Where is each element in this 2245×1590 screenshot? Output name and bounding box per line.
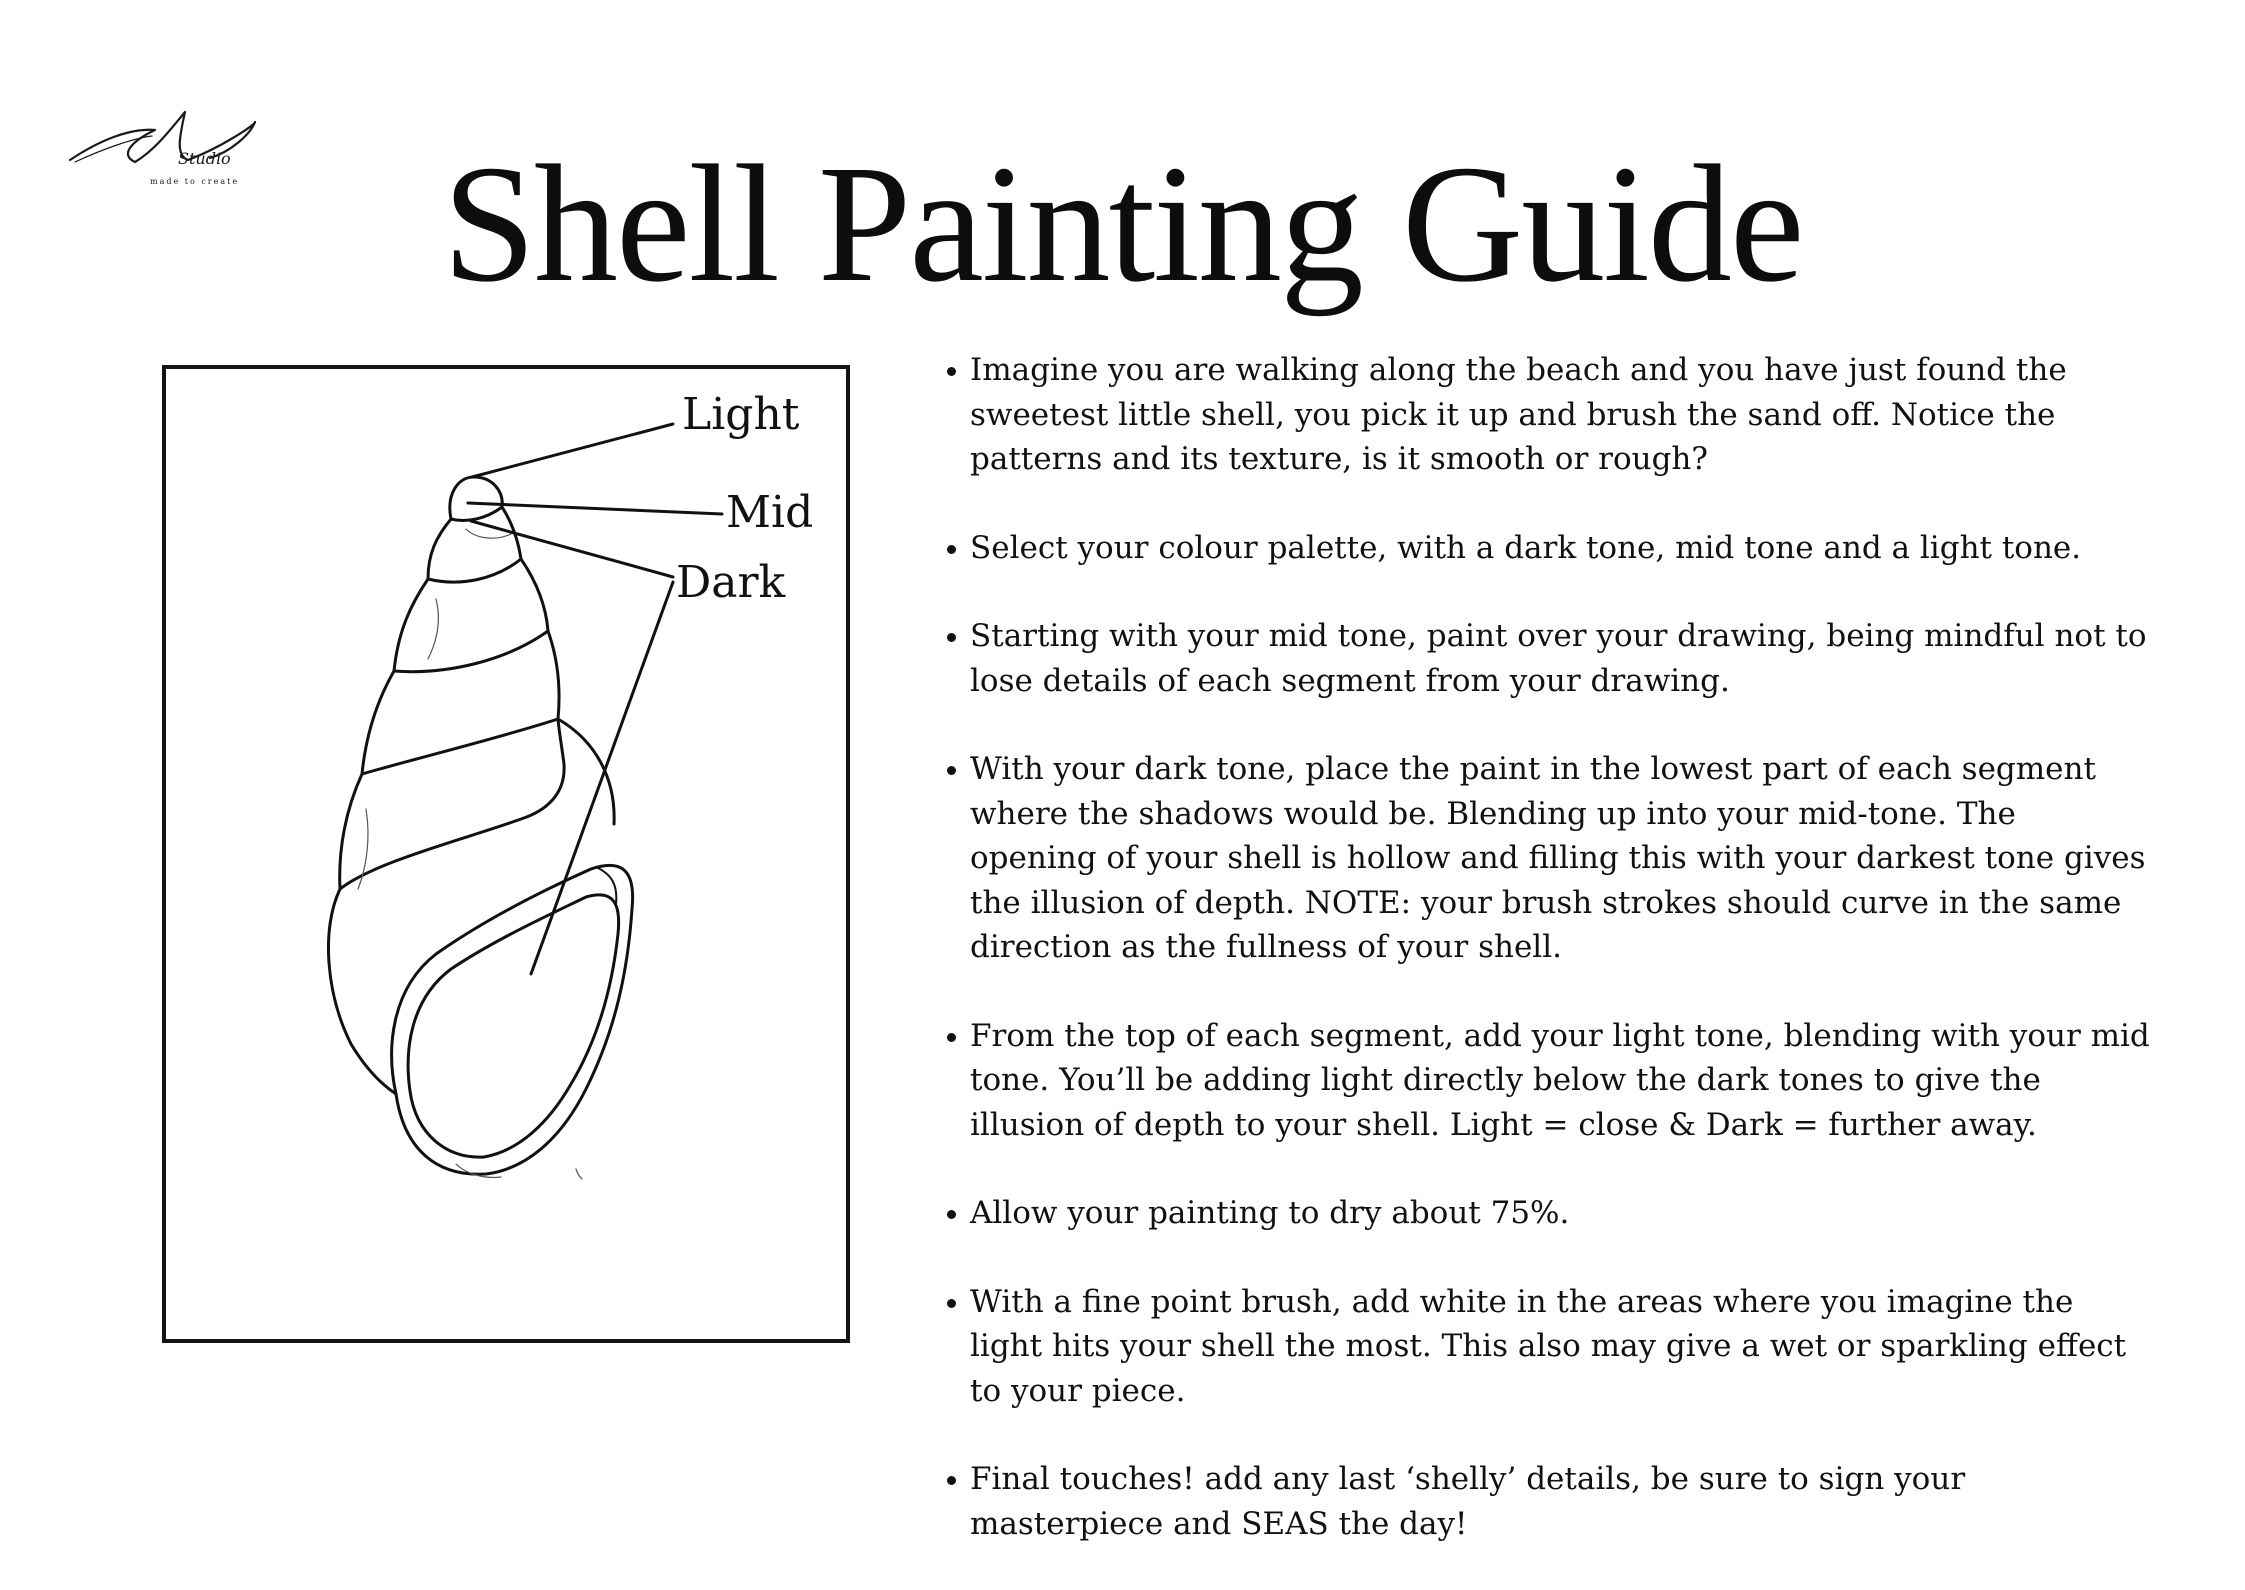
shell-body-lower bbox=[328, 889, 396, 1094]
instruction-step: Final touches! add any last ‘shelly’ details, be sure to sign your masterpiece and SEAS the day! bbox=[970, 1457, 2150, 1546]
shell-drawing bbox=[166, 369, 846, 1339]
label-dark: Dark bbox=[676, 557, 786, 608]
instruction-step: Imagine you are walking along the beach and you have just found the sweetest little shell, you pick it up and brush the sand off. Notice the patterns and its texture, is it smooth or rough? bbox=[970, 348, 2150, 482]
shell-whorl-2 bbox=[394, 559, 548, 672]
shell-illustration-frame bbox=[162, 365, 850, 1343]
instruction-step: With a fine point brush, add white in the areas where you imagine the light hits your shell the most. This also may give a wet or sparkling effect to your piece. bbox=[970, 1280, 2150, 1414]
label-light: Light bbox=[682, 389, 800, 440]
logo-wordmark: Studio bbox=[178, 149, 231, 168]
page-title: Shell Painting Guide bbox=[442, 131, 1803, 317]
instruction-step: Starting with your mid tone, paint over your drawing, being mindful not to lose details of each segment from your drawing. bbox=[970, 614, 2150, 703]
label-mid: Mid bbox=[726, 487, 814, 538]
leader-line-dark bbox=[471, 521, 673, 577]
shell-body-whorl bbox=[340, 719, 564, 889]
instruction-step: Allow your painting to dry about 75%. bbox=[970, 1191, 2150, 1236]
instruction-step: Select your colour palette, with a dark tone, mid tone and a light tone. bbox=[970, 526, 2150, 571]
instruction-step: With your dark tone, place the paint in the lowest part of each segment where the shadows would be. Blending up into your mid-tone. The opening of your shell is hollow and filling this with your darkest tone gives the illusion of depth. NOTE: your brush strokes should curve in the same direction as the fullness of your shell. bbox=[970, 747, 2150, 970]
shell-aperture-inner bbox=[408, 895, 619, 1157]
shell-whorl-3 bbox=[362, 631, 559, 774]
logo-tagline: made to create bbox=[150, 177, 240, 186]
shell-apex bbox=[450, 477, 502, 521]
instruction-list bbox=[940, 348, 2150, 1590]
shell-aperture-outer bbox=[392, 865, 633, 1174]
leader-line-light bbox=[472, 424, 673, 477]
instruction-step: From the top of each segment, add your light tone, blending with your mid tone. You’ll be adding light directly below the dark tones to give the illusion of depth to your shell. Light = close & Dark = further away. bbox=[970, 1014, 2150, 1148]
